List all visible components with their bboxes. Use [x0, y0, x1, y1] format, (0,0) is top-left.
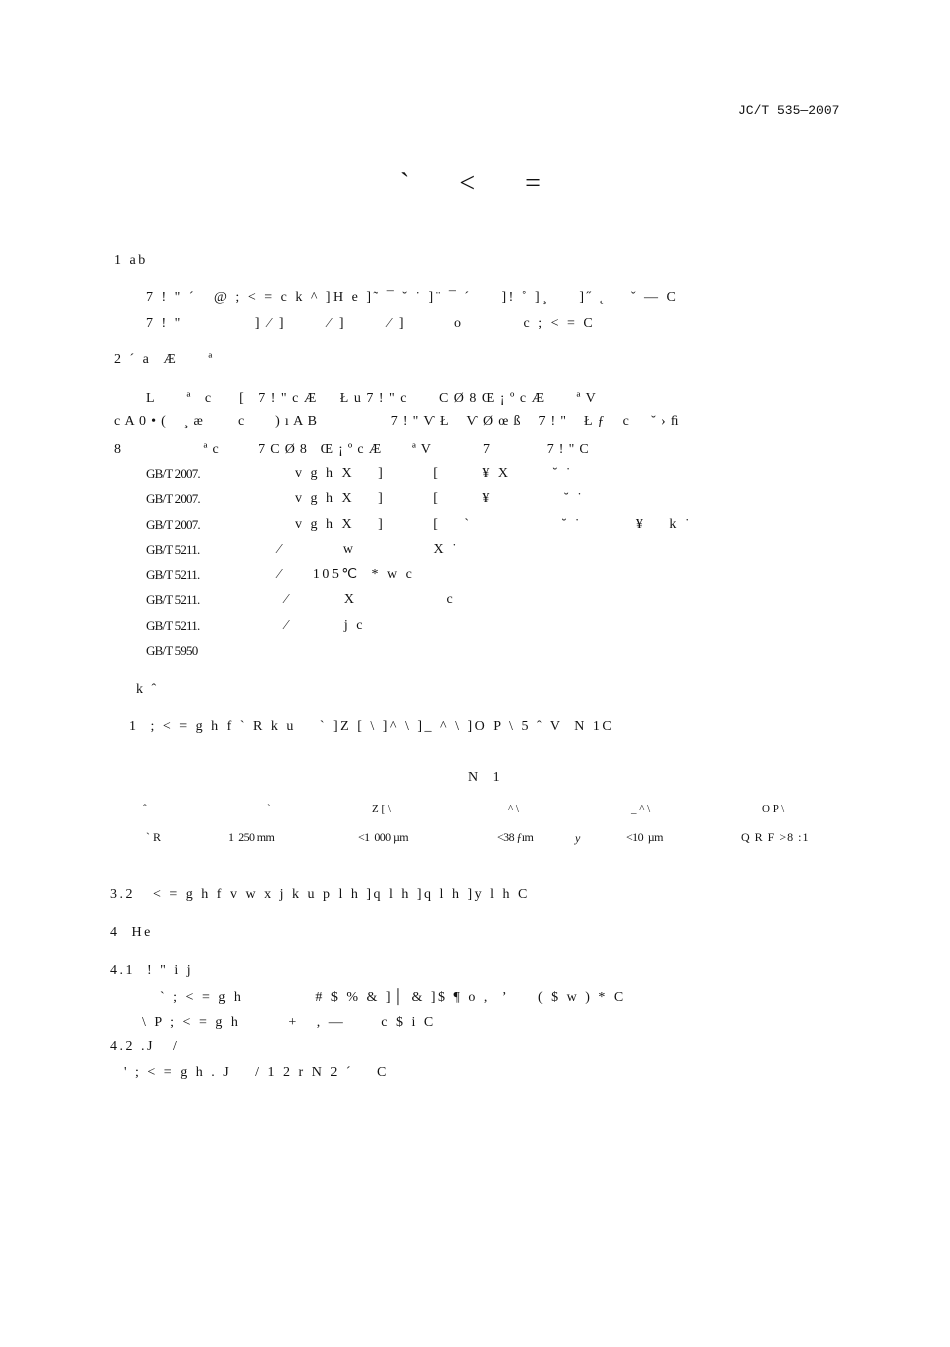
- reference-title: ⁄ j c: [285, 618, 365, 633]
- section-3-2-line: 3.2 < = g h f v w x j k u p l h ]q l h ]q l h ]y l h C: [110, 887, 530, 902]
- document-title: ` < =: [400, 168, 553, 199]
- section-2-paragraph-line: 8 ª c 7 C Ø 8 Œ ¡ º c Æ ª V 7 7 ! " C: [114, 442, 590, 457]
- table-cell: y: [575, 831, 581, 845]
- reference-code: GB/T 2007.: [146, 491, 200, 506]
- table-cell: ` R: [146, 830, 161, 844]
- section-4-1-line: \ P ; < = g h + , — c $ i C: [142, 1015, 436, 1030]
- table-header-cell: O P \: [762, 803, 785, 815]
- reference-title: v g h X ] [ ¥ X ˘ ˙: [295, 466, 573, 481]
- section-1-line: 7 ! " ´ @ ; < = c k ^ ]H e ]˜ ¯ ˘ ˙ ]¨ ¯ ´ ]! ˚ ]¸ ]˝ ˛ ˇ — C: [146, 290, 679, 305]
- table-cell: <38 ƒım: [497, 830, 534, 844]
- table-header-cell: Z [ \: [372, 803, 391, 815]
- section-4-1-line: ` ; < = g h # $ % & ]│ & ]$ ¶ o , ’ ( $ w ) * C: [160, 990, 626, 1005]
- reference-code: GB/T 5950: [146, 643, 198, 658]
- table-cell: 1 250 mm: [228, 830, 275, 844]
- reference-code: GB/T 5211.: [146, 592, 200, 607]
- section-2-paragraph-line: L ª c [ 7 ! " c Æ Ł u 7 ! " c C Ø 8 Œ ¡ º c Æ ª V: [146, 391, 597, 406]
- reference-title: v g h X ] [ ` ˘ ˙ ¥ k ˙: [295, 517, 693, 532]
- table-header-cell: _ ^ \: [631, 803, 651, 815]
- table-header-cell: `: [267, 803, 271, 815]
- section-1-line: 7 ! " ] ⁄ ] ⁄ ] ⁄ ] o c ; < = C: [146, 316, 596, 331]
- section-4-heading: 4 He: [110, 925, 153, 940]
- section-4-2-heading: 4.2 .J /: [110, 1039, 180, 1054]
- reference-title: ⁄ w X ˙: [278, 542, 460, 557]
- table-header-cell: ˆ: [143, 803, 147, 815]
- reference-code: GB/T 2007.: [146, 517, 200, 532]
- reference-code: GB/T 5211.: [146, 618, 200, 633]
- section-1-heading: 1 ab: [114, 253, 148, 268]
- table-caption: N 1: [468, 770, 503, 785]
- section-2-heading: 2 ´ a Æ ª: [114, 352, 215, 367]
- reference-title: v g h X ] [ ¥ ˘ ˙: [295, 491, 585, 506]
- section-3-heading: k ˆ: [136, 682, 159, 697]
- section-2-paragraph-line: c A 0 • ( ¸ æ c ) ı A B 7 ! " Ѵ Ł Ѵ Ø œ ß 7 ! " Ł ƒ c ˘ › ﬁ: [114, 414, 680, 429]
- table-cell: <10 µm: [626, 830, 663, 844]
- table-cell: <1 000 µm: [358, 830, 409, 844]
- reference-title: ⁄ 105℃ * w c: [278, 567, 415, 582]
- standard-code: JC/T 535—2007: [738, 103, 840, 118]
- section-4-2-line: ' ; < = g h . J / 1 2 r N 2 ´ C: [124, 1065, 389, 1080]
- reference-code: GB/T 5211.: [146, 542, 200, 557]
- table-header-cell: ^ \: [508, 803, 519, 815]
- table-cell: Q R F >8 :1: [741, 830, 810, 844]
- section-3-line: 1 ; < = g h f ` R k u ` ]Z [ \ ]^ \ ]_ ^ \ ]O P \ 5 ˆ V N 1C: [129, 719, 615, 734]
- reference-code: GB/T 5211.: [146, 567, 200, 582]
- section-4-1-heading: 4.1 ! " i j: [110, 963, 194, 978]
- reference-title: ⁄ X c: [285, 592, 456, 607]
- reference-code: GB/T 2007.: [146, 466, 200, 481]
